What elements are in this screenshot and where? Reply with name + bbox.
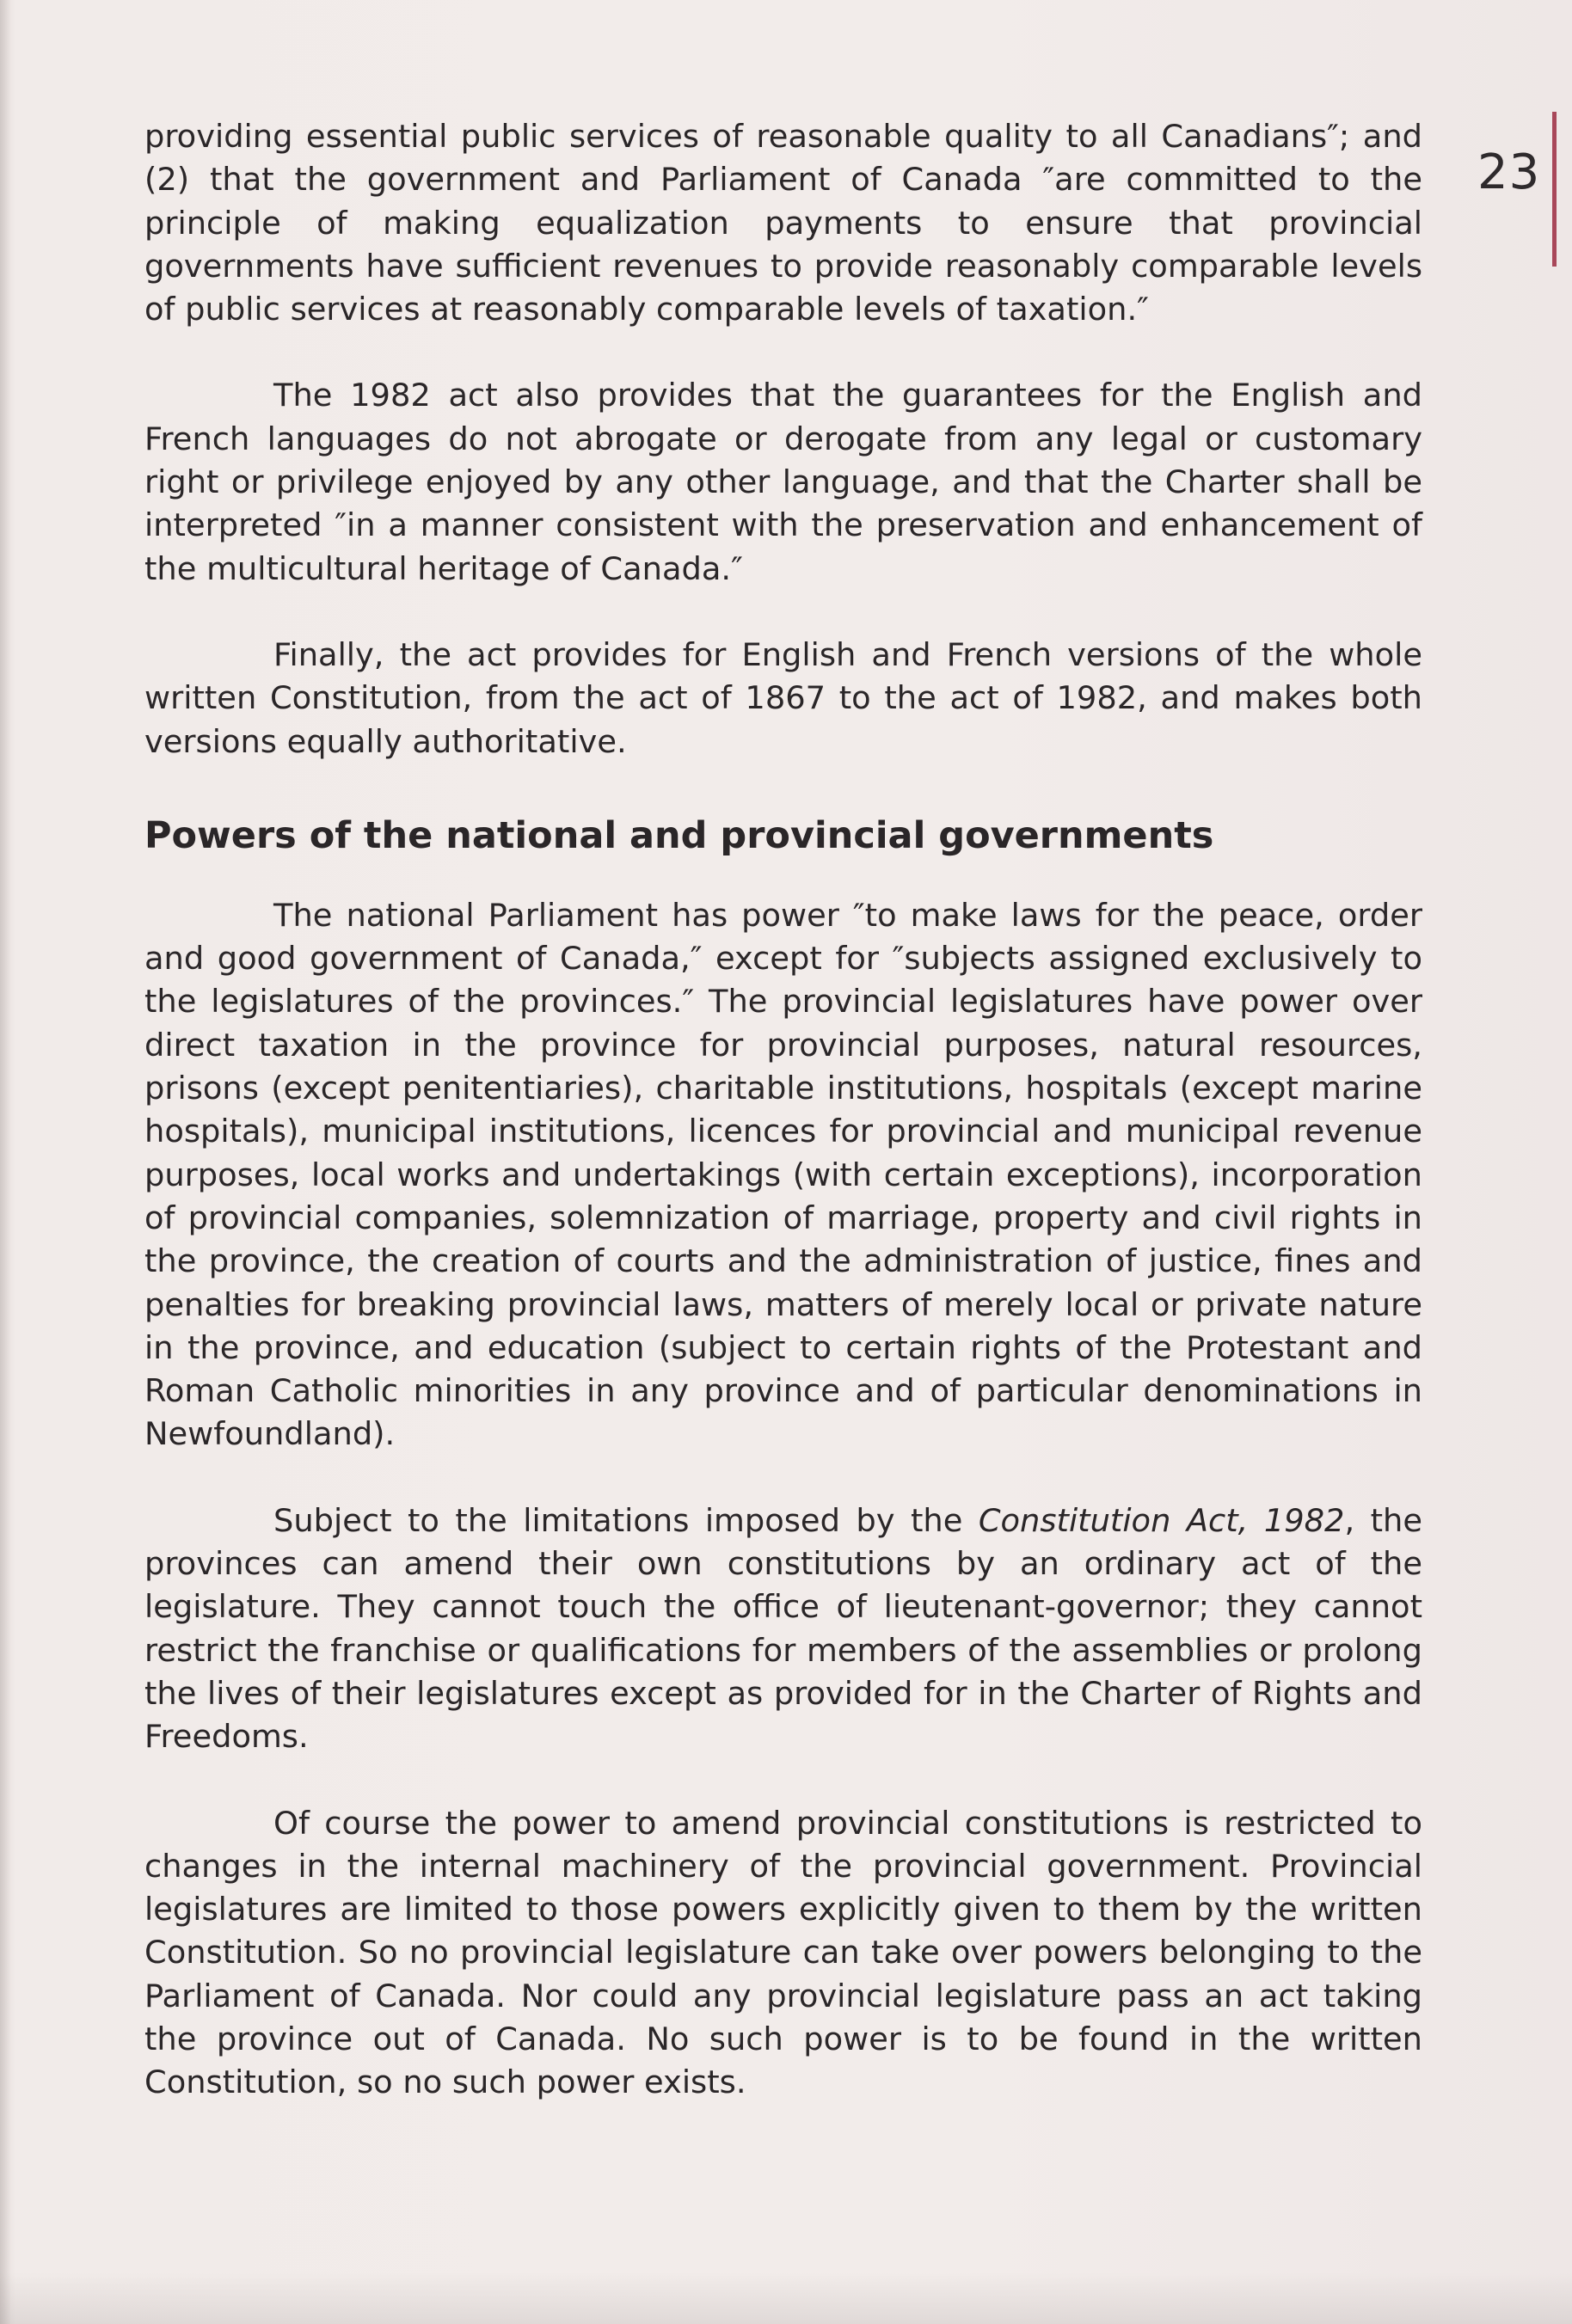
- page-gutter: [0, 0, 10, 2324]
- paragraph-language-guarantees: The 1982 act also provides that the guarantees for the English and French languages do not abrogate or derogate from any legal or customary right or privilege enjoyed by any other language, and that the Charter shall be interpreted ″in a manner consistent with the preservation and enhancement of the multicultural heritage of Canada.″: [144, 377, 1422, 587]
- page-number: 23: [1477, 144, 1541, 200]
- paragraph-text: , the provinces can amend their own constitutions by an ordinary act of the legislature. They cannot touch the office of lieutenant-governor; they cannot restrict the franchise or qualifications for members of the assemblies or prolong the lives of their legislatures except as provided for in the Charter of Rights and Freedoms.: [144, 1501, 1423, 1756]
- paragraph-amendment-restrictions: Of course the power to amend provincial constitutions is restricted to changes in the internal machinery of the provincial government. Provincial legislatures are limited to those powers explicitly given to them by the written Constitution. So no provincial legislature can take over powers belonging to the Parliament of Canada. Nor could any provincial legislature pass an act taking the province out of Canada. No such power is to be found in the written Constitution, so no such power exists.: [144, 1804, 1422, 2101]
- body-text: [144, 115, 1422, 2148]
- section-heading: Powers of the national and provincial governments: [144, 813, 1214, 857]
- paragraph-text: Subject to the limitations imposed by the: [273, 1501, 979, 1539]
- italic-act-title: Constitution Act, 1982: [978, 1501, 1345, 1539]
- paragraph-english-french-versions: Finally, the act provides for English and French versions of the whole written Constitution, from the act of 1867 to the act of 1982, and makes both versions equally authoritative.: [144, 635, 1422, 760]
- paragraph-equalization: providing essential public services of reasonable quality to all Canadians″; and (2) that the government and Parliament of Canada ″are committed to the principle of making equalization payments to ensure that provincial governments have sufficient revenues to provide reasonably comparable levels of public services at reasonably comparable levels of taxation.″: [144, 118, 1422, 328]
- page-bottom-shadow: [0, 2272, 1572, 2324]
- page-edge-mark: [1552, 112, 1557, 267]
- paragraph-provincial-amendment: [144, 1499, 1422, 1759]
- paragraph-national-parliament-power: The national Parliament has power ″to make laws for the peace, order and good government of Canada,″ except for ″subjects assigned exclusively to the legislatures of the provinces.″ The provincial legislatures have power over direct taxation in the province for provincial purposes, natural resources, prisons (except penitentiaries), charitable institutions, hospitals (except marine hospitals), municipal institutions, licences for provincial and municipal revenue purposes, local works and undertakings (with certain exceptions), incorporation of provincial companies, solemnization of marriage, property and civil rights in the province, the creation of courts and the administration of justice, fines and penalties for breaking provincial laws, matters of merely local or private nature in the province, and education (subject to certain rights of the Protestant and Roman Catholic minorities in any province and of particular denominations in Newfoundland).: [144, 896, 1422, 1453]
